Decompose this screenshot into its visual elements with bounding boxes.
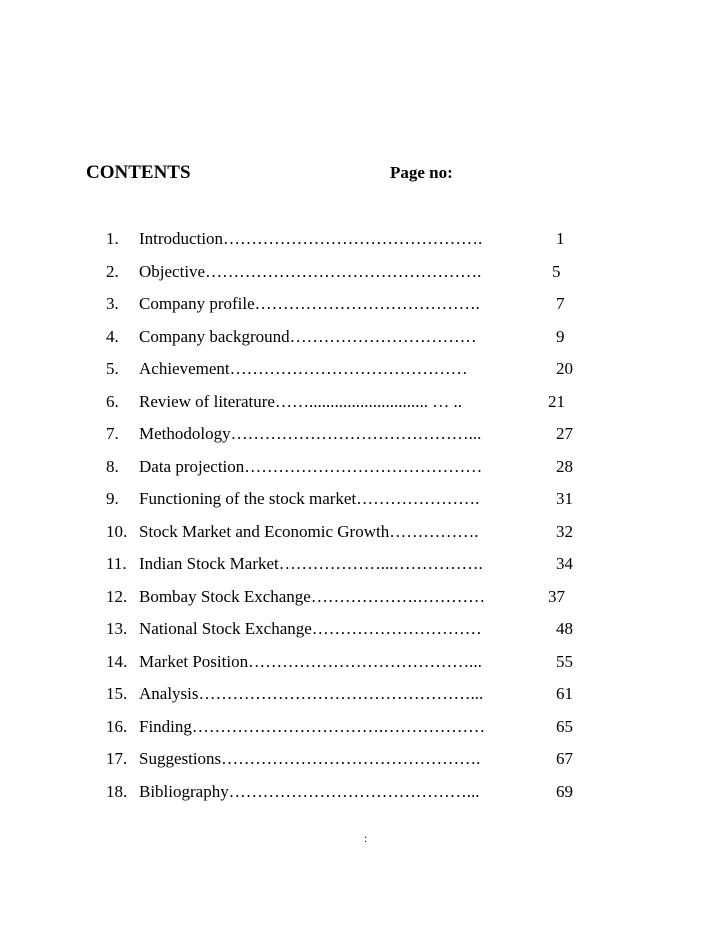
toc-page: 20 [556,359,573,378]
toc-row [0,618,728,651]
toc-row [0,423,728,456]
toc-entry: Data projection…………………………………… [139,456,483,476]
toc-entry: Analysis…………………………………………... [139,684,484,703]
toc-page: 67 [556,749,573,768]
toc-number: 5. [106,359,119,378]
toc-row [0,683,728,716]
toc-page: 65 [556,716,573,736]
toc-page: 7 [556,294,565,313]
toc-page: 31 [556,489,573,508]
toc-entry: Stock Market and Economic Growth……………. [139,521,479,541]
toc-row [0,358,728,391]
toc-page: 32 [556,521,573,541]
toc-row [0,261,728,294]
toc-number: 18. [106,781,128,801]
toc-row [0,293,728,326]
toc-number: 12. [106,586,128,606]
toc-entry: Finding…………………………….……………… [139,716,486,736]
toc-number: 16. [106,716,128,736]
toc-entry: Bombay Stock Exchange……………….………… [139,586,486,606]
toc-entry: Company background…………………………… [139,326,477,346]
table-of-contents [0,228,728,813]
toc-row [0,748,728,781]
toc-number: 11. [106,554,127,573]
toc-entry: Suggestions………………………………………. [139,749,481,768]
toc-entry: Achievement…………………………………… [139,359,468,378]
toc-row [0,586,728,619]
toc-row [0,456,728,489]
toc-entry: Methodology……………………………………... [139,424,482,443]
toc-row [0,488,728,521]
toc-row [0,651,728,684]
toc-row [0,521,728,554]
toc-row [0,716,728,749]
toc-number: 15. [106,684,128,703]
toc-page: 61 [556,684,573,703]
toc-entry: Objective…………………………………………. [139,261,482,281]
toc-page: 37 [548,586,565,606]
page-number-heading: Page no: [390,163,453,182]
toc-number: 2. [106,261,119,281]
toc-page: 27 [556,424,573,443]
toc-entry: Company profile…………………………………. [139,294,480,313]
toc-page: 5 [552,261,561,281]
toc-page: 55 [556,651,573,671]
toc-page: 1 [556,229,565,248]
toc-entry: Review of literature……............................ … .. [139,391,462,411]
toc-number: 13. [106,619,128,638]
footer-mark: : [364,831,368,845]
contents-heading: CONTENTS [86,162,191,183]
toc-entry: Functioning of the stock market…………………. [139,489,480,508]
toc-page: 48 [556,619,573,638]
toc-entry: Indian Stock Market………………...……………. [139,554,483,573]
toc-number: 9. [106,489,119,508]
toc-row [0,228,728,261]
toc-entry: Market Position…………………………………... [139,651,482,671]
toc-entry: National Stock Exchange………………………… [139,619,482,638]
toc-page: 9 [556,326,565,346]
toc-number: 8. [106,456,119,476]
toc-number: 7. [106,424,119,443]
toc-number: 4. [106,326,119,346]
toc-page: 34 [556,554,573,573]
toc-row [0,391,728,424]
toc-number: 3. [106,294,119,313]
toc-row [0,781,728,814]
toc-page: 69 [556,781,573,801]
toc-page: 28 [556,456,573,476]
toc-number: 6. [106,391,119,411]
toc-number: 14. [106,651,128,671]
toc-entry: Bibliography……………………………………... [139,781,480,801]
toc-row [0,326,728,359]
toc-number: 10. [106,521,128,541]
toc-page: 21 [548,391,565,411]
toc-entry: Introduction………………………………………. [139,229,483,248]
toc-number: 17. [106,749,128,768]
toc-row [0,553,728,586]
toc-number: 1. [106,229,119,248]
